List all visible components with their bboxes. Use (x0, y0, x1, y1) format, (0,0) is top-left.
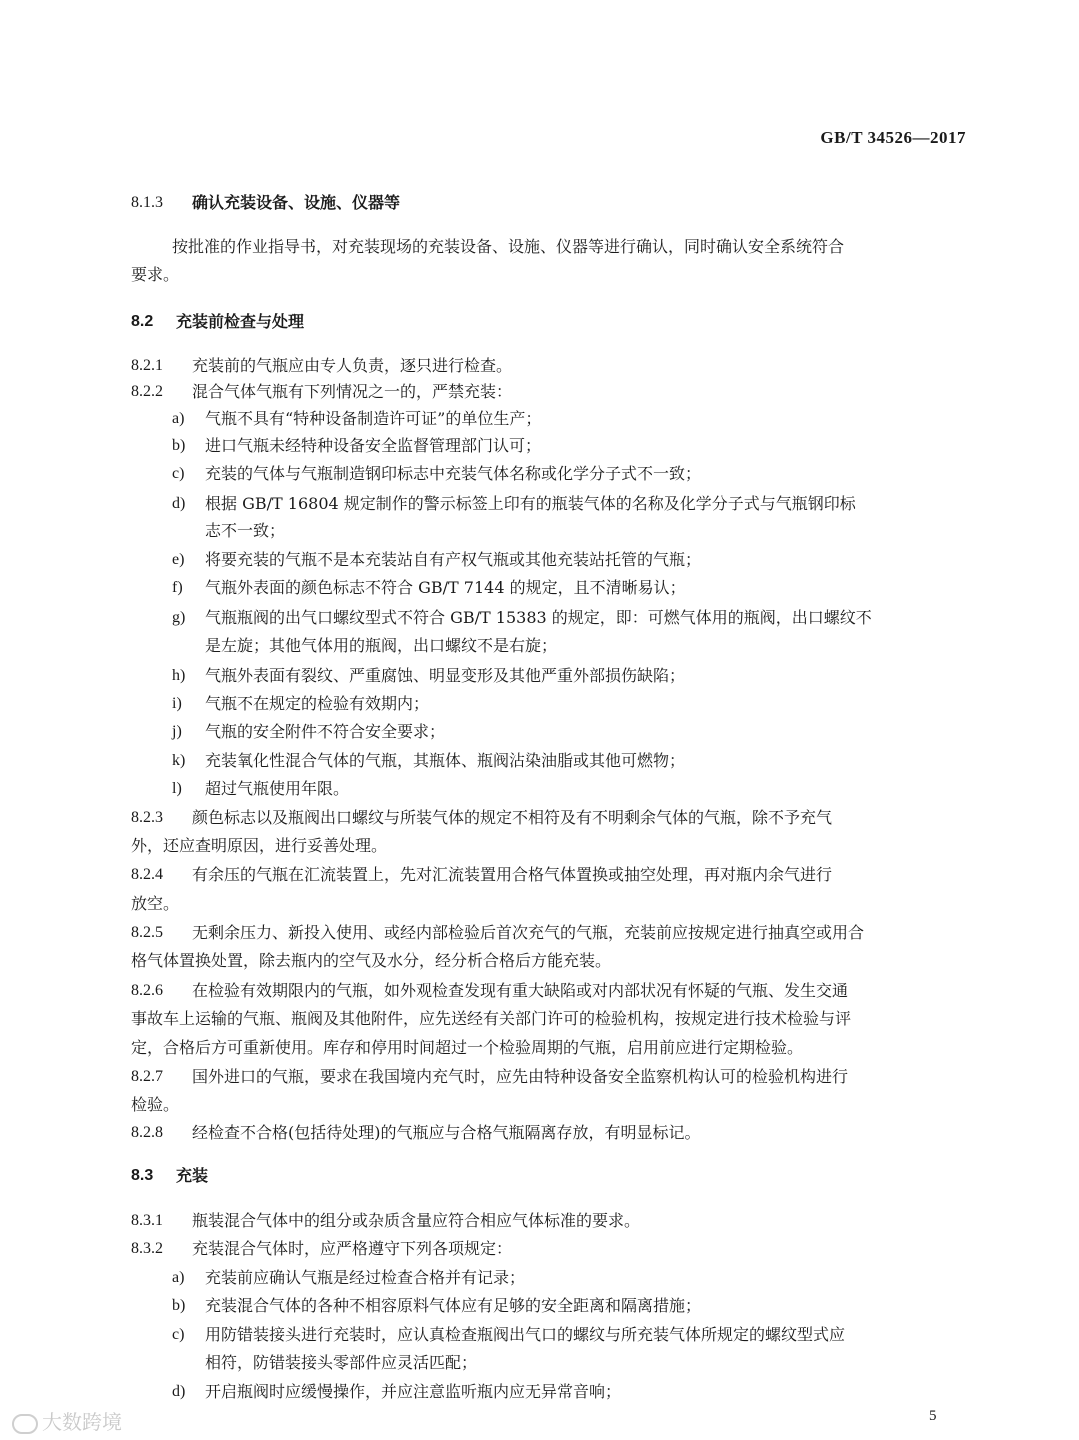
paragraph-line: 定，合格后方可重新使用。库存和停用时间超过一个检验周期的气瓶，启用前应进行定期检验。 (131, 1038, 804, 1057)
watermark-logo-icon (12, 1414, 38, 1434)
section-title: 充装前检查与处理 (176, 312, 305, 331)
list-item-continued: 相符，防错装接头零部件应灵活匹配； (205, 1353, 478, 1372)
page-number: 5 (929, 1408, 937, 1424)
paragraph-line: 要求。 (131, 265, 180, 284)
section-number: 8.2 (131, 313, 154, 330)
list-item-continued: 志不一致； (205, 521, 286, 540)
paragraph-line: 格气体置换处置，除去瓶内的空气及水分，经分析合格后方能充装。 (131, 951, 612, 970)
clause-text: 充装前的气瓶应由专人负责，逐只进行检查。 (192, 356, 513, 375)
standard-number: GB/T 34526—2017 (820, 128, 966, 147)
paragraph-line: 放空。 (131, 894, 180, 913)
clause-number: 8.1.3 (131, 194, 163, 211)
paragraph-line: 按批准的作业指导书，对充装现场的充装设备、设施、仪器等进行确认，同时确认安全系统符合 (172, 237, 845, 256)
clause-title: 确认充装设备、设施、仪器等 (192, 193, 401, 212)
clause-text: 混合气体气瓶有下列情况之一的，严禁充装： (192, 382, 513, 401)
clause-number: 8.2.2 (131, 383, 163, 400)
clause-number: 8.2.1 (131, 357, 163, 374)
paragraph-line: 事故车上运输的气瓶、瓶阀及其他附件，应先送经有关部门许可的检验机构，按规定进行技术检验与评 (131, 1009, 852, 1028)
paragraph-line: 检验。 (131, 1095, 180, 1114)
list-item-continued: 是左旋；其他气体用的瓶阀，出口螺纹不是右旋； (205, 636, 558, 655)
watermark: 大数跨境 (12, 1406, 122, 1435)
paragraph-line: 外，还应查明原因，进行妥善处理。 (131, 836, 388, 855)
